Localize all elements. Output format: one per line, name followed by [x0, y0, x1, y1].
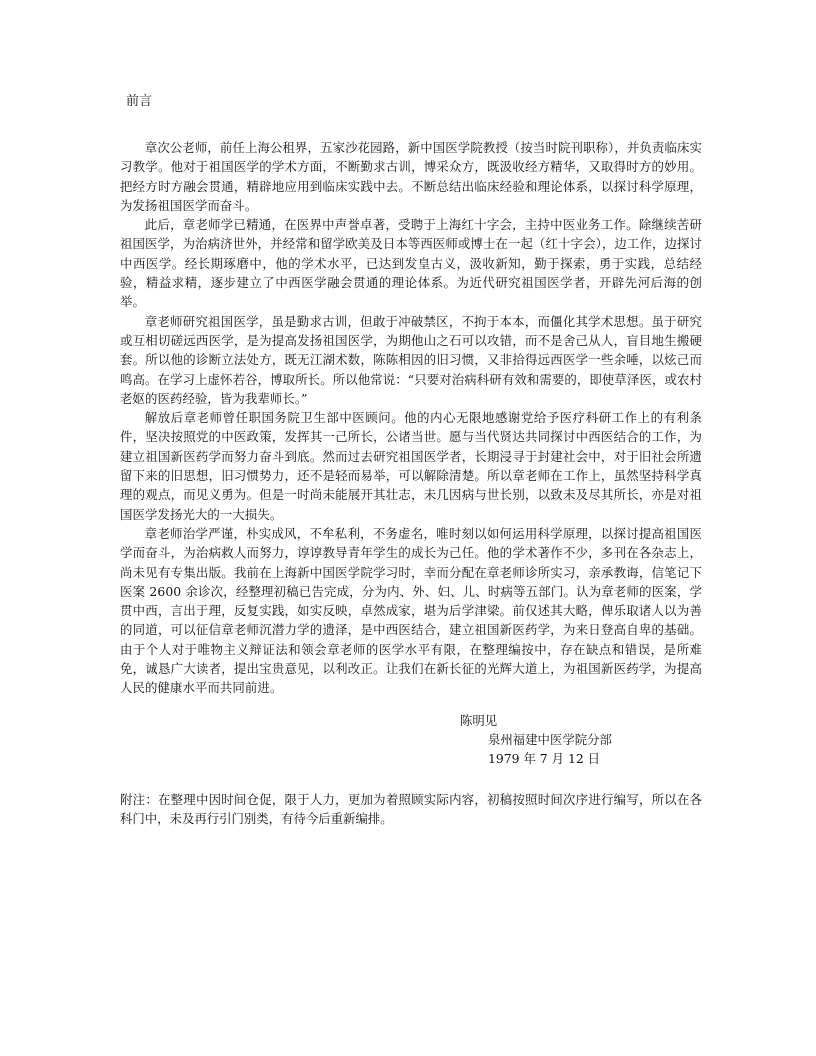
- paragraph-4: 解放后章老师曾任职国务院卫生部中医顾问。他的内心无限地感谢党给予医疗科研工作上的有利条件，坚决按照党的中医政策，发挥其一己所长，公诸当世。愿与当代贤达共同探讨中西医结合的工作，为建立祖国新医药学而努力奋斗到底。然而过去研究祖国医学者，长期浸寻于封建社会中，对于旧社会所遗留下来的旧思想，旧习惯势力，还不是轻而易举，可以解除清楚。所以章老师在工作上，虽然坚持科学真理的观点，而见义勇为。但是一时尚未能展开其壮志，未几因病与世长别，以致未及尽其所长，亦是对祖国医学发扬光大的一大损失。: [120, 410, 702, 522]
- signature-organization: 泉州福建中医学院分部: [488, 731, 612, 747]
- signature-name: 陈明见: [460, 712, 498, 728]
- signature-block: [120, 711, 702, 769]
- paragraph-3: 章老师研究祖国医学，虽是勤求古训，但敢于冲破禁区，不拘于本本，而僵化其学术思想。虽于研究或互相切磋远西医学，是为提高发扬祖国医学，为期他山之石可以攻错，而不是舍己从人，盲目地生搬硬套。所以他的诊断立法处方，既无江湖术数，陈陈相因的旧习惯，又非拾得远西医学一些余唾，以炫己而鸣高。在学习上虚怀若谷，博取所长。所以他常说：“只要对治病科研有效和需要的，即使草泽医，或农村老妪的医药经验，皆为我辈师长。”: [120, 313, 702, 406]
- paragraph-5: 章老师治学严谨，朴实成风，不牟私利，不务虚名，唯时刻以如何运用科学原理，以探讨提高祖国医学而奋斗，为治病救人而努力，谆谆教导青年学生的成长为己任。他的学术著作不少，多刊在各杂志上，尚未见有专集出版。我前在上海新中国医学院学习时，幸而分配在章老师诊所实习，亲承教诲，信笔记下医案 2600 余诊次，经整理初稿已告完成，分为内、外、妇、儿、时病等五部门。认为章老师的医案，学贯中西，言出于理，反复实践，如实反映，卓然成家，堪为后学津梁。前仅述其大略，俾乐取诸人以为善的同道，可以征信章老师沉潜力学的遗泽，是中西医结合，建立祖国新医药学，为来日登高自卑的基础。由于个人对于唯物主义辩证法和领会章老师的医学水平有限，在整理编按中，存在缺点和错误，是所难免，诚恳广大读者，提出宝贵意见，以利改正。让我们在新长征的光辉大道上，为祖国新医药学，为提高人民的健康水平而共同前进。: [120, 525, 702, 696]
- document-heading: 前言: [126, 94, 153, 109]
- preface-body: [120, 138, 702, 698]
- paragraph-1: 章次公老师，前任上海公租界，五家沙花园路，新中国医学院教授（按当时院刊职称），并负责临床实习教学。他对于祖国医学的学术方面，不断勤求古训，博采众方，既汲收经方精华，又取得时方的妙用。把经方时方融会贯通，精辟地应用到临床实践中去。不断总结出临床经验和理论体系，以探讨科学原理，为发扬祖国医学而奋斗。: [120, 140, 702, 213]
- paragraph-2: 此后，章老师学已精通，在医界中声誉卓著，受聘于上海红十字会，主持中医业务工作。除继续苦研祖国医学，为治病济世外，并经常和留学欧美及日本等西医师或博士在一起（红十字会），边工作，边探讨中西医学。经长期琢磨中，他的学术水平，已达到发皇古义，汲收新知，勤于探索，勇于实践，总结经验，精益求精，逐步建立了中西医学融会贯通的理论体系。为近代研究祖国医学者，开辟先河后海的创举。: [120, 217, 702, 310]
- signature-date: 1979 年 7 月 12 日: [488, 751, 601, 767]
- document-page: [120, 92, 702, 828]
- appendix-note: 附注：在整理中因时间仓促，限于人力，更加为着照顾实际内容，初稿按照时间次序进行编写，所以在各科门中，未及再行引门别类，有待今后重新编排。: [120, 791, 702, 826]
